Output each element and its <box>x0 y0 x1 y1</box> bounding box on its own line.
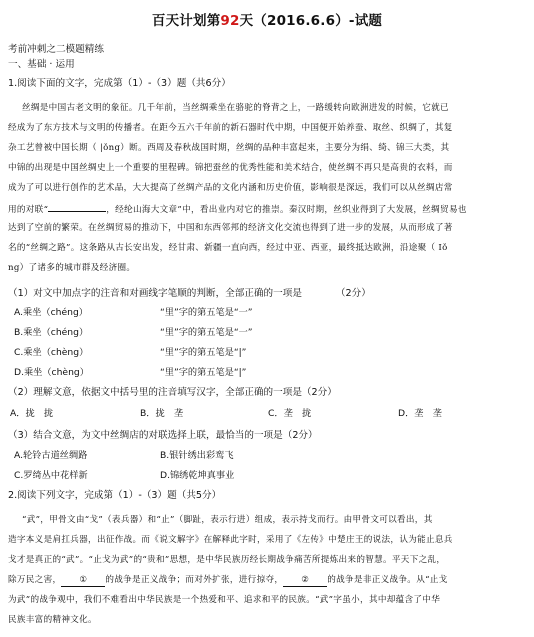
sub1-option-d-stroke: “里”字的第五笔是“|” <box>160 367 247 378</box>
q1-sub1-stem <box>8 288 371 300</box>
sub1-option-a-stroke: “里”字的第五笔是“一” <box>160 307 253 318</box>
couplet-tail: ，经纶山海大文章”中，看出业内对它的推崇。秦汉时期，丝织业得到了大发展，丝绸贸易也 <box>106 205 467 215</box>
q1-intro: 1.阅读下面的文字，完成第（1）-（3）题（共6分） <box>8 78 231 89</box>
sub1-option-c[interactable]: C.乘坐（chèng） <box>14 347 89 358</box>
couplet-lead: 用的对联“ <box>8 205 49 215</box>
q2-passage-line: “武”，甲骨文由“戈”（表兵器）和“止”（脚趾，表示行进）组成，表示持戈而行。由甲骨文可以看出，其 <box>22 515 433 525</box>
q1-passage-line: 中锦的出现是中国丝绸史上一个重要的里程碑。锦把蚕丝的优秀性能和美术结合，使丝绸不再只是高贵的衣料，而 <box>8 163 453 173</box>
page-title <box>0 9 534 29</box>
couplet-blank[interactable] <box>48 202 106 212</box>
blank-2[interactable]: ② <box>283 574 327 587</box>
title-suffix: 天（2016.6.6）-试题 <box>239 13 383 29</box>
q2-text-segment: 除万民之害， <box>8 575 62 585</box>
sub3-option-b[interactable]: B.银针绣出彩鸾飞 <box>160 450 234 461</box>
q1-passage-line: 丝绸是中国古老文明的象征。几千年前，当丝绸乘坐在骆驼的脊背之上，一路缓转向欧洲进发的时候，它就已 <box>22 103 449 113</box>
q1-passage-line: 名的“丝绸之路”。这条路从古长安出发，经甘肃、新疆一直向西，经过中亚、西亚，最终抵达欧洲，沿途聚（ Iǒ <box>8 243 448 253</box>
q2-passage-line <box>8 574 448 587</box>
q2-text-segment: 的战争是非正义战争。从“止戈 <box>327 575 448 585</box>
q1-passage-line: 达到了空前的繁荣。在丝绸贸易的推动下，中国和东西邻邦的经济文化交流也得到了进一步的发展，从而形成了著 <box>8 223 453 233</box>
q1-sub3-stem: （3）结合文意，为文中丝绸店的对联选择上联，最恰当的一项是（2分） <box>8 430 318 441</box>
sub1-stem-text: （1）对文中加点字的注音和对画线字笔顺的判断，全部正确的一项是 <box>8 288 302 299</box>
blank-1[interactable]: ① <box>61 574 105 587</box>
q1-passage-line: 经成为了东方技术与文明的传播者。在距今五六千年前的新石器时代中期，中国便开始养蚕、取丝、织绸了，其复 <box>8 123 453 133</box>
section-heading: 考前冲刺之二模题精练 <box>8 44 104 55</box>
q1-passage-line <box>8 202 467 216</box>
q1-passage-line: 杂工艺曾被中国长期（ |ǒng）断。西周及春秋战国时期，丝绸的品种丰富起来，主要分为绢、绮、锦三大类，其 <box>8 143 450 153</box>
q2-passage-line: 戈才是真正的“武”。“止戈为武”的“贵和”思想，是中华民族历经长期战争痛苦所提炼出来的智慧。平天下之乱， <box>8 555 446 565</box>
day-number: 92 <box>220 13 240 29</box>
q1-passage-line: 成为了可以进行创作的艺术品，大大提高了丝绸产品的文化内涵和历史价值，影响很是深远，我们可以从丝绸店常 <box>8 183 453 193</box>
q2-passage-line: 为武”的战争观中，我们不难看出中华民族是一个热爱和平、追求和平的民族。“武”字虽小，其中却蕴含了中华 <box>8 595 441 605</box>
sub3-option-a[interactable]: A.轮铃古道丝绸路 <box>14 450 88 461</box>
sub2-option-c[interactable]: C．垄 拢 <box>268 408 312 419</box>
q1-sub2-stem: （2）理解文意，依据文中括号里的注音填写汉字，全部正确的一项是（2分） <box>8 387 337 398</box>
sub3-option-d[interactable]: D.锦绣乾坤真事业 <box>160 470 235 481</box>
sub1-option-c-stroke: “里”字的第五笔是“|” <box>160 347 247 358</box>
sub1-option-d[interactable]: D.乘坐（chèng） <box>14 367 89 378</box>
q2-intro: 2.阅读下列文字，完成第（1）-（3）题（共5分） <box>8 490 222 501</box>
q2-passage-line: 民族丰富的精神文化。 <box>8 615 97 625</box>
title-prefix: 百天计划第 <box>151 13 221 29</box>
q2-passage-line: 造字本义是肩扛兵器，出征作战。而《说文解字》在解释此字时，采用了《左传》中楚庄王的说法，认为能止息兵 <box>8 535 453 545</box>
sub1-option-b[interactable]: B.乘坐（chéng） <box>14 327 89 338</box>
sub2-option-d[interactable]: D．垄 垄 <box>398 408 442 419</box>
sub1-option-b-stroke: “里”字的第五笔是“一” <box>160 327 253 338</box>
sub2-option-a[interactable]: A．拢 拢 <box>10 408 54 419</box>
sub1-option-a[interactable]: A.乘坐（chéng） <box>14 307 88 318</box>
q2-text-segment: 的战争是正义战争；而对外扩张，进行掠夺， <box>105 575 284 585</box>
sub1-score: （2分） <box>335 288 371 299</box>
sub2-option-b[interactable]: B．拢 垄 <box>140 408 184 419</box>
q1-passage-line: ng）了诸多的城市群及经济圈。 <box>8 263 136 273</box>
part-heading: 一、基础 · 运用 <box>8 59 75 70</box>
sub3-option-c[interactable]: C.罗绮丛中花样新 <box>14 470 88 481</box>
